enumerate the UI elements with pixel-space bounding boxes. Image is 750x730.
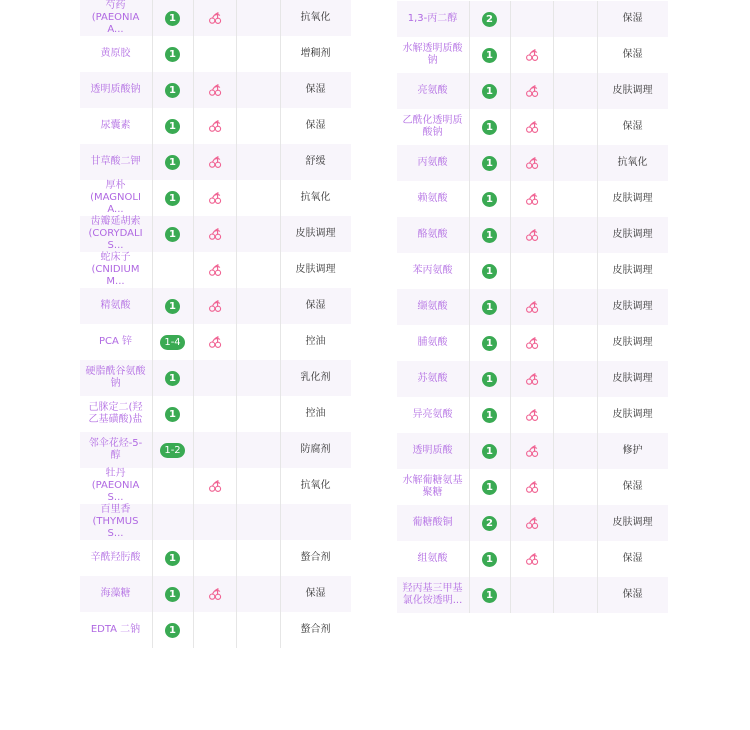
acne-risk-cell xyxy=(511,433,552,469)
ingredient-name[interactable]: 缬氨酸 xyxy=(417,301,448,312)
ingredient-row[interactable] xyxy=(80,360,351,396)
acne-risk-cell xyxy=(194,252,235,288)
ingredient-function: 修护 xyxy=(622,445,643,456)
safety-score-badge: 1-2 xyxy=(160,443,185,458)
safety-score-cell xyxy=(469,1,510,37)
safety-score-badge: 1 xyxy=(165,551,180,566)
safety-score-cell xyxy=(469,253,510,289)
ingredient-row[interactable] xyxy=(397,253,668,289)
ingredient-row[interactable] xyxy=(80,288,351,324)
ingredient-row[interactable] xyxy=(80,252,351,288)
ingredient-name[interactable]: 精氨酸 xyxy=(100,300,131,311)
safety-score-cell xyxy=(152,468,193,504)
ingredient-name[interactable]: 脯氨酸 xyxy=(417,337,448,348)
ingredient-name[interactable]: 乙酰化透明质 酸钠 xyxy=(402,115,463,138)
acne-risk-cell xyxy=(194,36,235,72)
safety-score-cell xyxy=(152,72,193,108)
safety-score-badge: 1 xyxy=(165,623,180,638)
column-divider xyxy=(236,0,237,648)
ingredient-name[interactable]: 厚朴 (MAGNOLIA... xyxy=(90,180,141,215)
column-divider xyxy=(152,0,153,648)
ingredient-name[interactable]: 酪氨酸 xyxy=(417,229,448,240)
acne-risk-cell xyxy=(194,396,235,432)
acne-risk-cell xyxy=(511,577,552,613)
ingredient-row[interactable] xyxy=(80,180,351,216)
acne-risk-cell xyxy=(511,217,552,253)
ingredient-name[interactable]: 赖氨酸 xyxy=(417,193,448,204)
ingredient-row[interactable] xyxy=(80,504,351,540)
ingredient-function: 抗氧化 xyxy=(300,12,331,23)
safety-score-badge: 1-4 xyxy=(160,335,185,350)
acne-risk-icon xyxy=(525,372,539,386)
acne-risk-icon xyxy=(208,335,222,349)
acne-risk-icon xyxy=(208,191,222,205)
ingredient-name[interactable]: 丙氨酸 xyxy=(417,157,448,168)
safety-score-cell xyxy=(152,108,193,144)
ingredient-function: 皮肤调理 xyxy=(612,229,653,240)
safety-score-badge: 2 xyxy=(482,12,497,27)
ingredient-function: 皮肤调理 xyxy=(295,264,336,275)
acne-risk-cell xyxy=(194,180,235,216)
acne-risk-cell xyxy=(194,288,235,324)
safety-score-cell xyxy=(152,324,193,360)
ingredient-function: 保湿 xyxy=(305,120,326,131)
ingredient-function: 保湿 xyxy=(622,121,643,132)
acne-risk-cell xyxy=(194,468,235,504)
ingredient-function: 皮肤调理 xyxy=(612,409,653,420)
safety-score-badge: 1 xyxy=(165,299,180,314)
acne-risk-icon xyxy=(525,156,539,170)
ingredient-function: 皮肤调理 xyxy=(612,265,653,276)
ingredient-name[interactable]: 苏氨酸 xyxy=(417,373,448,384)
ingredient-name[interactable]: 组氨酸 xyxy=(417,553,448,564)
safety-score-badge: 1 xyxy=(165,587,180,602)
ingredient-row[interactable] xyxy=(80,144,351,180)
safety-score-cell xyxy=(469,577,510,613)
ingredient-name[interactable]: 透明质酸 xyxy=(412,445,453,456)
safety-score-cell xyxy=(469,73,510,109)
ingredient-function: 乳化剂 xyxy=(300,372,331,383)
safety-score-cell xyxy=(152,540,193,576)
ingredient-row[interactable] xyxy=(80,396,351,432)
acne-risk-icon xyxy=(208,299,222,313)
acne-risk-icon xyxy=(208,479,222,493)
ingredient-name[interactable]: 1,3-丙二醇 xyxy=(407,13,458,24)
acne-risk-cell xyxy=(194,576,235,612)
acne-risk-icon xyxy=(208,155,222,169)
safety-score-badge: 1 xyxy=(165,371,180,386)
safety-score-cell xyxy=(469,325,510,361)
column-divider xyxy=(510,1,511,613)
ingredient-function: 控油 xyxy=(305,408,326,419)
safety-score-cell xyxy=(152,216,193,252)
ingredient-row[interactable] xyxy=(397,469,668,505)
ingredient-name[interactable]: 芍药 (PAEONIA A... xyxy=(91,0,140,35)
safety-score-cell xyxy=(152,288,193,324)
ingredient-name[interactable]: 硬脂酰谷氨酸 钠 xyxy=(85,366,146,389)
ingredient-row[interactable] xyxy=(397,217,668,253)
safety-score-cell xyxy=(469,433,510,469)
ingredient-name[interactable]: 葡糖酸铜 xyxy=(412,517,453,528)
acne-risk-cell xyxy=(511,37,552,73)
safety-score-cell xyxy=(152,612,193,648)
acne-risk-cell xyxy=(194,432,235,468)
ingredient-name[interactable]: 蛇床子 (CNIDIUM M... xyxy=(91,252,140,287)
ingredient-row[interactable] xyxy=(80,468,351,504)
safety-score-badge: 1 xyxy=(165,227,180,242)
acne-risk-icon xyxy=(525,444,539,458)
acne-risk-cell xyxy=(511,469,552,505)
safety-score-badge: 1 xyxy=(482,192,497,207)
ingredient-row[interactable] xyxy=(80,216,351,252)
ingredient-row[interactable] xyxy=(80,576,351,612)
safety-score-cell xyxy=(469,361,510,397)
acne-risk-cell xyxy=(511,181,552,217)
safety-score-badge: 1 xyxy=(482,588,497,603)
safety-score-badge: 2 xyxy=(482,516,497,531)
acne-risk-icon xyxy=(525,120,539,134)
ingredient-function: 抗氧化 xyxy=(300,480,331,491)
ingredient-function: 防腐剂 xyxy=(300,444,331,455)
safety-score-badge: 1 xyxy=(165,407,180,422)
safety-score-cell xyxy=(152,432,193,468)
safety-score-cell xyxy=(469,181,510,217)
ingredient-row[interactable] xyxy=(80,36,351,72)
safety-score-cell xyxy=(469,541,510,577)
ingredient-name[interactable]: 海藻糖 xyxy=(100,588,131,599)
ingredient-row[interactable] xyxy=(397,433,668,469)
ingredient-function: 皮肤调理 xyxy=(612,301,653,312)
safety-score-cell xyxy=(469,109,510,145)
acne-risk-icon xyxy=(525,84,539,98)
left-ingredient-table xyxy=(80,0,351,648)
safety-score-badge: 1 xyxy=(482,228,497,243)
ingredient-name[interactable]: 黄原胶 xyxy=(100,48,131,59)
ingredient-function: 舒缓 xyxy=(305,156,326,167)
ingredient-name[interactable]: 尿囊素 xyxy=(100,120,131,131)
ingredient-name[interactable]: 异亮氨酸 xyxy=(412,409,453,420)
ingredient-name[interactable]: 齿瓣延胡索 (CORYDALIS... xyxy=(88,216,143,251)
column-divider xyxy=(597,1,598,613)
acne-risk-cell xyxy=(511,397,552,433)
acne-risk-icon xyxy=(525,516,539,530)
column-divider xyxy=(193,0,194,648)
ingredient-row[interactable] xyxy=(397,325,668,361)
ingredient-name[interactable]: 己脒定二(羟 乙基磺酸)盐 xyxy=(88,402,143,425)
safety-score-badge: 1 xyxy=(482,84,497,99)
ingredient-row[interactable] xyxy=(80,432,351,468)
ingredient-function: 控油 xyxy=(305,336,326,347)
ingredient-function xyxy=(280,504,351,540)
column-divider xyxy=(553,1,554,613)
ingredient-function: 皮肤调理 xyxy=(612,337,653,348)
acne-risk-icon xyxy=(208,227,222,241)
safety-score-cell xyxy=(152,252,193,288)
ingredient-row[interactable] xyxy=(80,612,351,648)
safety-score-badge: 1 xyxy=(482,264,497,279)
safety-score-cell xyxy=(152,360,193,396)
ingredient-row[interactable] xyxy=(397,145,668,181)
acne-risk-icon xyxy=(208,587,222,601)
right-ingredient-table xyxy=(397,1,668,613)
acne-risk-cell xyxy=(194,216,235,252)
ingredient-function: 抗氧化 xyxy=(300,192,331,203)
ingredient-name[interactable]: 辛酰羟肟酸 xyxy=(90,552,141,563)
safety-score-cell xyxy=(152,396,193,432)
ingredient-row[interactable] xyxy=(80,108,351,144)
safety-score-badge: 1 xyxy=(482,408,497,423)
ingredient-row[interactable] xyxy=(397,109,668,145)
ingredient-function: 保湿 xyxy=(622,13,643,24)
safety-score-cell xyxy=(469,289,510,325)
ingredient-row[interactable] xyxy=(397,289,668,325)
acne-risk-cell xyxy=(194,324,235,360)
safety-score-cell xyxy=(152,504,193,540)
ingredient-function: 皮肤调理 xyxy=(612,85,653,96)
ingredient-name[interactable]: 牡丹 (PAEONIA S... xyxy=(91,468,140,503)
acne-risk-cell xyxy=(511,325,552,361)
safety-score-cell xyxy=(469,217,510,253)
ingredient-name[interactable]: 水解葡糖氨基 聚糖 xyxy=(402,475,463,498)
ingredient-function: 皮肤调理 xyxy=(612,517,653,528)
ingredient-function: 保湿 xyxy=(622,49,643,60)
ingredient-name[interactable]: PCA 锌 xyxy=(98,336,133,347)
ingredient-name[interactable]: 亮氨酸 xyxy=(417,85,448,96)
ingredient-name[interactable]: 水解透明质酸 钠 xyxy=(402,43,463,66)
ingredient-name[interactable]: 羟丙基三甲基 氯化铵透明... xyxy=(402,583,463,606)
acne-risk-icon xyxy=(525,408,539,422)
ingredient-function: 保湿 xyxy=(622,553,643,564)
ingredient-function: 保湿 xyxy=(622,589,643,600)
safety-score-cell xyxy=(152,180,193,216)
acne-risk-cell xyxy=(194,0,235,36)
ingredient-row[interactable] xyxy=(397,1,668,37)
ingredient-name[interactable]: 百里香 (THYMUS S... xyxy=(92,504,139,539)
safety-score-cell xyxy=(469,37,510,73)
ingredient-name[interactable]: 甘草酸二钾 xyxy=(90,156,141,167)
ingredient-row[interactable] xyxy=(80,540,351,576)
safety-score-badge: 1 xyxy=(482,156,497,171)
acne-risk-icon xyxy=(525,480,539,494)
safety-score-cell xyxy=(152,36,193,72)
ingredient-row[interactable] xyxy=(397,37,668,73)
ingredient-row[interactable] xyxy=(397,541,668,577)
acne-risk-cell xyxy=(194,612,235,648)
acne-risk-cell xyxy=(511,145,552,181)
acne-risk-cell xyxy=(194,540,235,576)
safety-score-badge: 1 xyxy=(482,372,497,387)
safety-score-cell xyxy=(152,144,193,180)
acne-risk-icon xyxy=(208,263,222,277)
safety-score-badge: 1 xyxy=(482,48,497,63)
ingredient-row[interactable] xyxy=(397,181,668,217)
acne-risk-icon xyxy=(525,48,539,62)
ingredient-row[interactable] xyxy=(80,72,351,108)
safety-score-badge: 1 xyxy=(165,11,180,26)
acne-risk-icon xyxy=(525,300,539,314)
acne-risk-icon xyxy=(525,336,539,350)
ingredient-function: 保湿 xyxy=(305,84,326,95)
safety-score-badge: 1 xyxy=(482,300,497,315)
acne-risk-cell xyxy=(511,505,552,541)
ingredient-name[interactable]: 邻伞花烃-5-醇 xyxy=(88,438,143,461)
ingredient-row[interactable] xyxy=(397,505,668,541)
ingredient-row[interactable] xyxy=(397,73,668,109)
safety-score-badge: 1 xyxy=(165,47,180,62)
acne-risk-icon xyxy=(208,11,222,25)
safety-score-cell xyxy=(469,145,510,181)
ingredient-function: 抗氧化 xyxy=(617,157,648,168)
acne-risk-icon xyxy=(208,119,222,133)
ingredient-name[interactable]: EDTA 二钠 xyxy=(90,624,141,635)
acne-risk-icon xyxy=(208,83,222,97)
safety-score-badge: 1 xyxy=(165,191,180,206)
safety-score-badge: 1 xyxy=(165,155,180,170)
ingredient-function: 皮肤调理 xyxy=(612,193,653,204)
acne-risk-cell xyxy=(194,360,235,396)
ingredient-function: 保湿 xyxy=(305,588,326,599)
safety-score-badge: 1 xyxy=(482,480,497,495)
acne-risk-cell xyxy=(194,108,235,144)
ingredient-function: 螯合剂 xyxy=(300,624,331,635)
acne-risk-icon xyxy=(525,228,539,242)
acne-risk-cell xyxy=(194,144,235,180)
acne-risk-cell xyxy=(511,253,552,289)
ingredient-name[interactable]: 苯丙氨酸 xyxy=(412,265,453,276)
ingredient-function: 保湿 xyxy=(622,481,643,492)
acne-risk-cell xyxy=(511,541,552,577)
ingredient-function: 皮肤调理 xyxy=(295,228,336,239)
safety-score-cell xyxy=(469,469,510,505)
acne-risk-cell xyxy=(511,73,552,109)
acne-risk-cell xyxy=(194,504,235,540)
acne-risk-cell xyxy=(511,361,552,397)
safety-score-badge: 1 xyxy=(165,119,180,134)
ingredient-row[interactable] xyxy=(397,577,668,613)
safety-score-cell xyxy=(469,397,510,433)
acne-risk-icon xyxy=(525,192,539,206)
ingredient-row[interactable] xyxy=(397,397,668,433)
acne-risk-cell xyxy=(194,72,235,108)
safety-score-badge: 1 xyxy=(482,336,497,351)
acne-risk-cell xyxy=(511,289,552,325)
ingredient-function: 皮肤调理 xyxy=(612,373,653,384)
safety-score-cell xyxy=(469,505,510,541)
safety-score-badge: 1 xyxy=(482,444,497,459)
ingredient-row[interactable] xyxy=(397,361,668,397)
column-divider xyxy=(469,1,470,613)
ingredient-row[interactable] xyxy=(80,324,351,360)
column-divider xyxy=(280,0,281,648)
ingredient-function: 螯合剂 xyxy=(300,552,331,563)
safety-score-badge: 1 xyxy=(165,83,180,98)
safety-score-cell xyxy=(152,576,193,612)
ingredient-function: 保湿 xyxy=(305,300,326,311)
acne-risk-cell xyxy=(511,109,552,145)
ingredient-function: 增稠剂 xyxy=(300,48,331,59)
acne-risk-cell xyxy=(511,1,552,37)
acne-risk-icon xyxy=(525,552,539,566)
ingredient-row[interactable] xyxy=(80,0,351,36)
safety-score-cell xyxy=(152,0,193,36)
ingredient-name[interactable]: 透明质酸钠 xyxy=(90,84,141,95)
safety-score-badge: 1 xyxy=(482,120,497,135)
safety-score-badge: 1 xyxy=(482,552,497,567)
